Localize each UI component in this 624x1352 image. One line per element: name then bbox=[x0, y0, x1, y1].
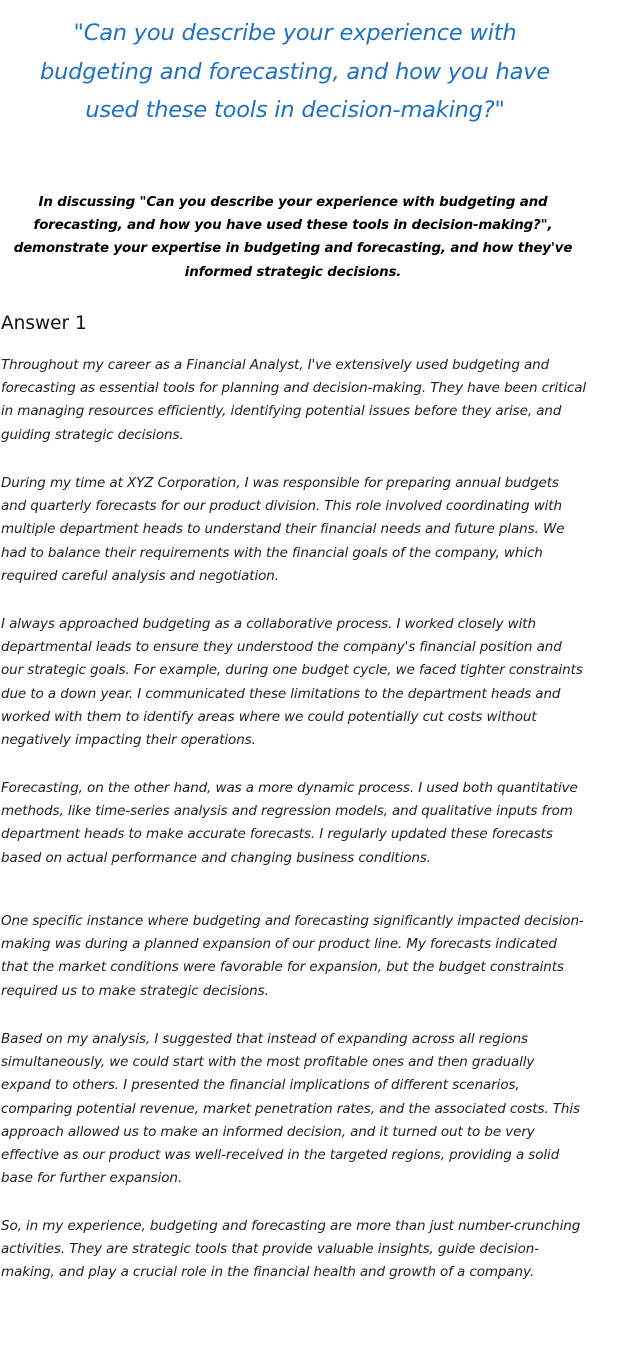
answer-paragraph: One specific instance where budgeting and forecasting significantly impacted decision-making was during a planned expansion of our product line. My forecasts indicated that the market conditions were favorable for expansion, but the budget constraints required us to make strategic decisions. bbox=[1, 913, 584, 999]
answer-paragraph: So, in my experience, budgeting and forecasting are more than just number-crunching activities. They are strategic tools that provide valuable insights, guide decision-making, and play a crucial role in the financial health and growth of a company. bbox=[1, 1218, 581, 1281]
answer-heading: Answer 1 bbox=[1, 313, 87, 334]
answer-paragraph: Throughout my career as a Financial Analyst, I've extensively used budgeting and forecasting as essential tools for planning and decision-making. They have been critical in managing resources efficiently, identifying potential issues before they arise, and guiding strategic decisions. bbox=[1, 357, 587, 443]
answer-paragraph: Based on my analysis, I suggested that instead of expanding across all regions simultaneously, we could start with the most profitable ones and then gradually expand to others. I presented the financial implications of different scenarios, comparing potential revenue, market penetration rates, and the associated costs. This approach allowed us to make an informed decision, and it turned out to be very effective as our product was well-received in the targeted regions, providing a solid base for further expansion. bbox=[1, 1031, 580, 1187]
question-title: "Can you describe your experience with budgeting and forecasting, and how you have used these tools in decision-making?" bbox=[40, 20, 550, 123]
answer-paragraph: I always approached budgeting as a collaborative process. I worked closely with departmental leads to ensure they understood the company's financial position and our strategic goals. For example, during one budget cycle, we faced tighter constraints due to a down year. I communicated these limitations to the department heads and worked with them to identify areas where we could potentially cut costs without negatively impacting their operations. bbox=[1, 616, 583, 749]
intro-paragraph: In discussing "Can you describe your experience with budgeting and forecasting, and how you have used these tools in decision-making?", demonstrate your expertise in budgeting and forecasting, and how they've informed strategic decisions. bbox=[13, 195, 573, 280]
answer-paragraph: Forecasting, on the other hand, was a more dynamic process. I used both quantitative methods, like time-series analysis and regression models, and qualitative inputs from department heads to make accurate forecasts. I regularly updated these forecasts based on actual performance and changing business conditions. bbox=[1, 780, 578, 866]
answer-paragraph: During my time at XYZ Corporation, I was responsible for preparing annual budgets and quarterly forecasts for our product division. This role involved coordinating with multiple department heads to understand their financial needs and future plans. We had to balance their requirements with the financial goals of the company, which required careful analysis and negotiation. bbox=[1, 475, 565, 584]
